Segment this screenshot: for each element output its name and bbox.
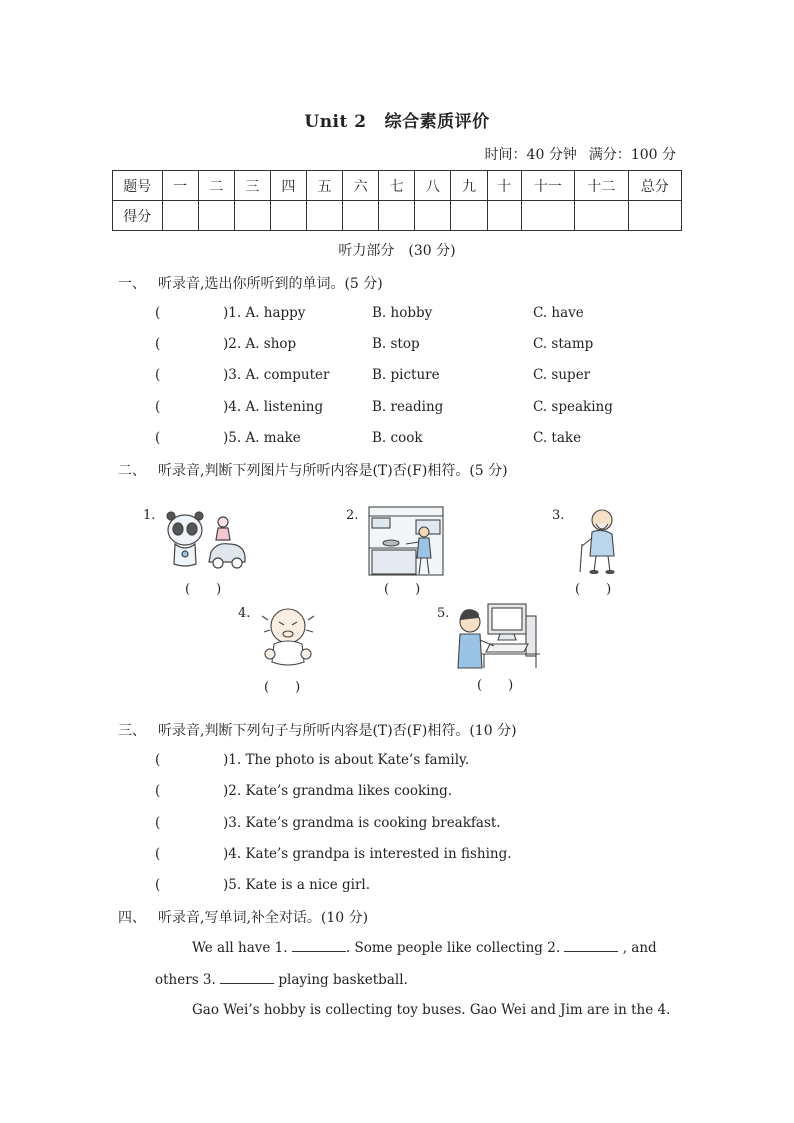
answer-paren: (	[155, 877, 161, 893]
table-header-cell: 一	[162, 171, 198, 201]
passage-text: , and	[622, 940, 657, 956]
table-header-cell: 三	[234, 171, 270, 201]
statement-text: )4. Kate’s grandpa is interested in fishing.	[223, 846, 512, 862]
question-text: 听录音,判断下列图片与所听内容是(T)否(F)相符。(5 分)	[158, 463, 508, 479]
answer-paren: ( )	[575, 582, 612, 597]
option-c: C. stamp	[533, 336, 594, 352]
answer-paren: (	[155, 367, 161, 383]
table-header-cell: 七	[379, 171, 415, 201]
page-title	[0, 107, 794, 132]
answer-paren: (	[155, 399, 161, 415]
passage-text: playing basketball.	[278, 972, 408, 988]
crying-baby-icon	[258, 604, 324, 670]
score-cell[interactable]	[521, 201, 574, 231]
option-a: )4. A. listening	[223, 399, 324, 415]
picture-number: 1.	[143, 508, 156, 523]
blank-3[interactable]	[220, 971, 274, 984]
passage-line-1	[192, 939, 678, 956]
question-number: 二、	[118, 463, 146, 479]
answer-paren: ( )	[384, 582, 421, 597]
answer-paren: (	[155, 783, 161, 799]
table-header-cell: 十	[487, 171, 521, 201]
question-2-heading	[118, 460, 508, 480]
score-cell[interactable]	[306, 201, 342, 231]
answer-paren: (	[155, 815, 161, 831]
full-score: 满分：100 分	[588, 147, 676, 163]
answer-paren: ( )	[264, 680, 301, 695]
table-header-cell: 题号	[113, 171, 163, 201]
score-cell[interactable]	[270, 201, 306, 231]
option-a: )5. A. make	[223, 430, 301, 446]
statement-text: )3. Kate’s grandma is cooking breakfast.	[223, 815, 501, 831]
score-cell[interactable]	[162, 201, 198, 231]
statement-text: )5. Kate is a nice girl.	[223, 877, 371, 893]
option-a: )1. A. happy	[223, 305, 306, 321]
old-man-cane-icon	[574, 506, 626, 574]
question-number: 三、	[118, 723, 146, 739]
option-b: B. stop	[372, 336, 420, 352]
option-b: B. hobby	[372, 305, 433, 321]
picture-number: 5.	[437, 606, 450, 621]
table-header-cell: 二	[198, 171, 234, 201]
statement-text: )2. Kate’s grandma likes cooking.	[223, 783, 453, 799]
score-cell[interactable]	[379, 201, 415, 231]
picture-number: 4.	[238, 606, 251, 621]
listening-section-title: 听力部分 (30 分)	[338, 243, 456, 259]
option-c: C. speaking	[533, 399, 613, 415]
question-number: 一、	[118, 276, 146, 292]
option-b: B. reading	[372, 399, 444, 415]
table-header-cell: 十一	[521, 171, 574, 201]
score-table-score-row	[113, 201, 682, 231]
blank-1[interactable]	[292, 939, 346, 952]
table-header-cell: 十二	[575, 171, 628, 201]
score-table-header-row	[113, 171, 682, 201]
question-1-heading	[118, 273, 383, 293]
option-b: B. cook	[372, 430, 423, 446]
question-text: 听录音,选出你所听到的单词。(5 分)	[158, 276, 383, 292]
picture-number: 3.	[552, 508, 565, 523]
blank-2[interactable]	[564, 939, 618, 952]
option-a: )3. A. computer	[223, 367, 330, 383]
unit-label: Unit 2	[304, 112, 367, 132]
table-header-cell: 九	[451, 171, 487, 201]
statement-text: )1. The photo is about Kate’s family.	[223, 752, 470, 768]
option-c: C. super	[533, 367, 591, 383]
table-row-label: 得分	[113, 201, 163, 231]
table-header-cell: 四	[270, 171, 306, 201]
option-a: )2. A. shop	[223, 336, 297, 352]
answer-paren: (	[155, 752, 161, 768]
child-computer-icon	[456, 602, 542, 670]
passage-line-2	[155, 971, 408, 988]
passage-text: others 3.	[155, 972, 216, 988]
score-cell[interactable]	[415, 201, 451, 231]
score-cell[interactable]	[343, 201, 379, 231]
table-header-cell: 六	[343, 171, 379, 201]
question-text: 听录音,判断下列句子与所听内容是(T)否(F)相符。(10 分)	[158, 723, 517, 739]
person-cooking-kitchen-icon	[368, 506, 444, 576]
answer-paren: ( )	[477, 678, 514, 693]
option-b: B. picture	[372, 367, 440, 383]
score-cell[interactable]	[451, 201, 487, 231]
score-cell[interactable]	[487, 201, 521, 231]
answer-paren: (	[155, 336, 161, 352]
passage-line-3: Gao Wei’s hobby is collecting toy buses. Gao Wei and Jim are in the 4.	[192, 1002, 671, 1018]
question-4-heading	[118, 907, 368, 927]
answer-paren: ( )	[185, 582, 222, 597]
table-header-cell: 八	[415, 171, 451, 201]
passage-text: We all have 1.	[192, 940, 288, 956]
score-cell[interactable]	[234, 201, 270, 231]
picture-number: 2.	[346, 508, 359, 523]
answer-paren: (	[155, 305, 161, 321]
panda-mascot-toy-car-icon	[163, 508, 249, 572]
score-cell[interactable]	[198, 201, 234, 231]
table-header-cell: 总分	[628, 171, 682, 201]
time-limit: 时间：40 分钟	[484, 147, 577, 163]
passage-text: . Some people like collecting 2.	[345, 940, 561, 956]
answer-paren: (	[155, 846, 161, 862]
answer-paren: (	[155, 430, 161, 446]
question-text: 听录音,写单词,补全对话。(10 分)	[158, 910, 369, 926]
time-info	[485, 144, 676, 164]
score-table	[112, 170, 682, 231]
question-3-heading	[118, 720, 517, 740]
question-number: 四、	[118, 910, 146, 926]
table-header-cell: 五	[306, 171, 342, 201]
title-label: 综合素质评价	[384, 112, 490, 132]
score-cell[interactable]	[575, 201, 628, 231]
option-c: C. have	[533, 305, 584, 321]
option-c: C. take	[533, 430, 582, 446]
score-cell[interactable]	[628, 201, 682, 231]
